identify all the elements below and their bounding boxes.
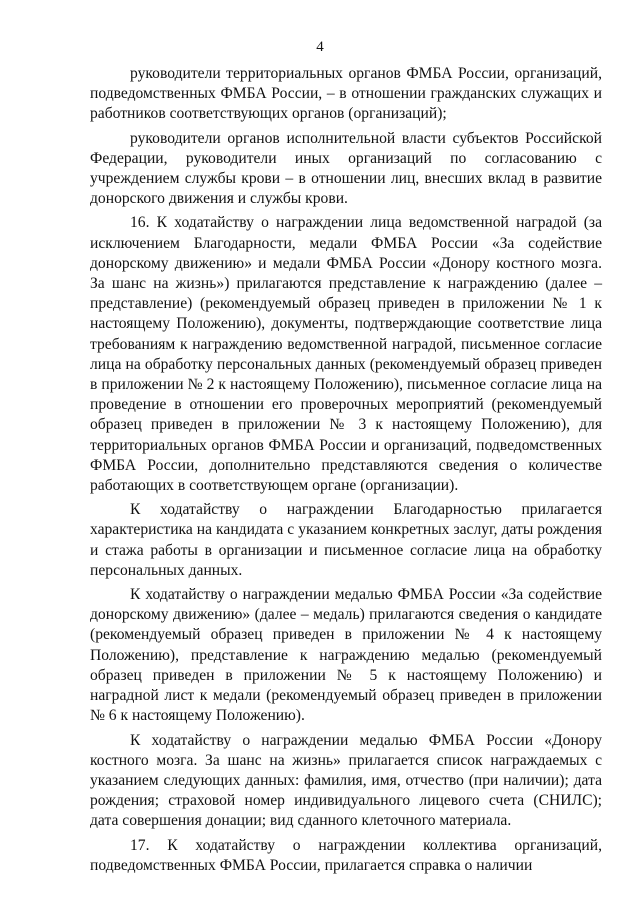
paragraph-clause-16: 16. К ходатайству о награждении лица ведомственной наградой (за исключением Благодарности, медали ФМБА России «За содействие донорскому движению» и медали ФМБА России «Донору костного мозга. За шанс на жизнь») прилагаются представление к награждению (далее – представление) (рекомендуемый образец приведен в приложении № 1 к настоящему Положению), документы, подтверждающие соответствие лица требованиям к награждению ведомственной наградой, письменное согласие лица на обработку персональных данных (рекомендуемый образец приведен в приложении № 2 к настоящему Положению), письменное согласие лица на проведение в отношении его проверочных мероприятий (рекомендуемый образец приведен в приложении № 3 к настоящему Положению), для территориальных органов ФМБА России и организаций, подведомственных ФМБА России, дополнительно представляются сведения о количестве работающих в соответствующем органе (организации). [90, 214, 602, 495]
paragraph-clause-17: 17. К ходатайству о награждении коллектива организаций, подведомственных ФМБА России, прилагается справка о наличии [90, 836, 602, 874]
paragraph-donor-medal: К ходатайству о награждении медалью ФМБА России «За содействие донорскому движению» (далее – медаль) прилагаются сведения о кандидате (рекомендуемый образец приведен в приложении № 4 к настоящему Положению), представление к награждению медалью (рекомендуемый образец приведен в приложении № 5 к настоящему Положению) и наградной лист к медали (рекомендуемый образец приведен в приложении № 6 к настоящему Положению). [90, 586, 602, 725]
document-body [90, 64, 602, 876]
paragraph-territorial-heads: руководители территориальных органов ФМБА России, организаций, подведомственных ФМБА России, – в отношении гражданских служащих и работников соответствующих органов (организаций); [90, 65, 602, 123]
paragraph-regional-heads: руководители органов исполнительной власти субъектов Российской Федерации, руководители иных организаций по согласованию с учреждением службы крови – в отношении лиц, внесших вклад в развитие донорского движения и службы крови. [90, 129, 602, 208]
page-number: 4 [316, 39, 324, 55]
paragraph-bone-marrow-medal: К ходатайству о награждении медалью ФМБА России «Донору костного мозга. За шанс на жизнь» прилагается список награждаемых с указанием следующих данных: фамилия, имя, отчество (при наличии); дата рождения; страховой номер индивидуального лицевого счета (СНИЛС); дата совершения донации; вид сданного клеточного материала. [90, 731, 602, 830]
paragraph-gratitude: К ходатайству о награждении Благодарностью прилагается характеристика на кандидата с указанием конкретных заслуг, даты рождения и стажа работы в организации и письменное согласие лица на обработку персональных данных. [90, 501, 602, 579]
